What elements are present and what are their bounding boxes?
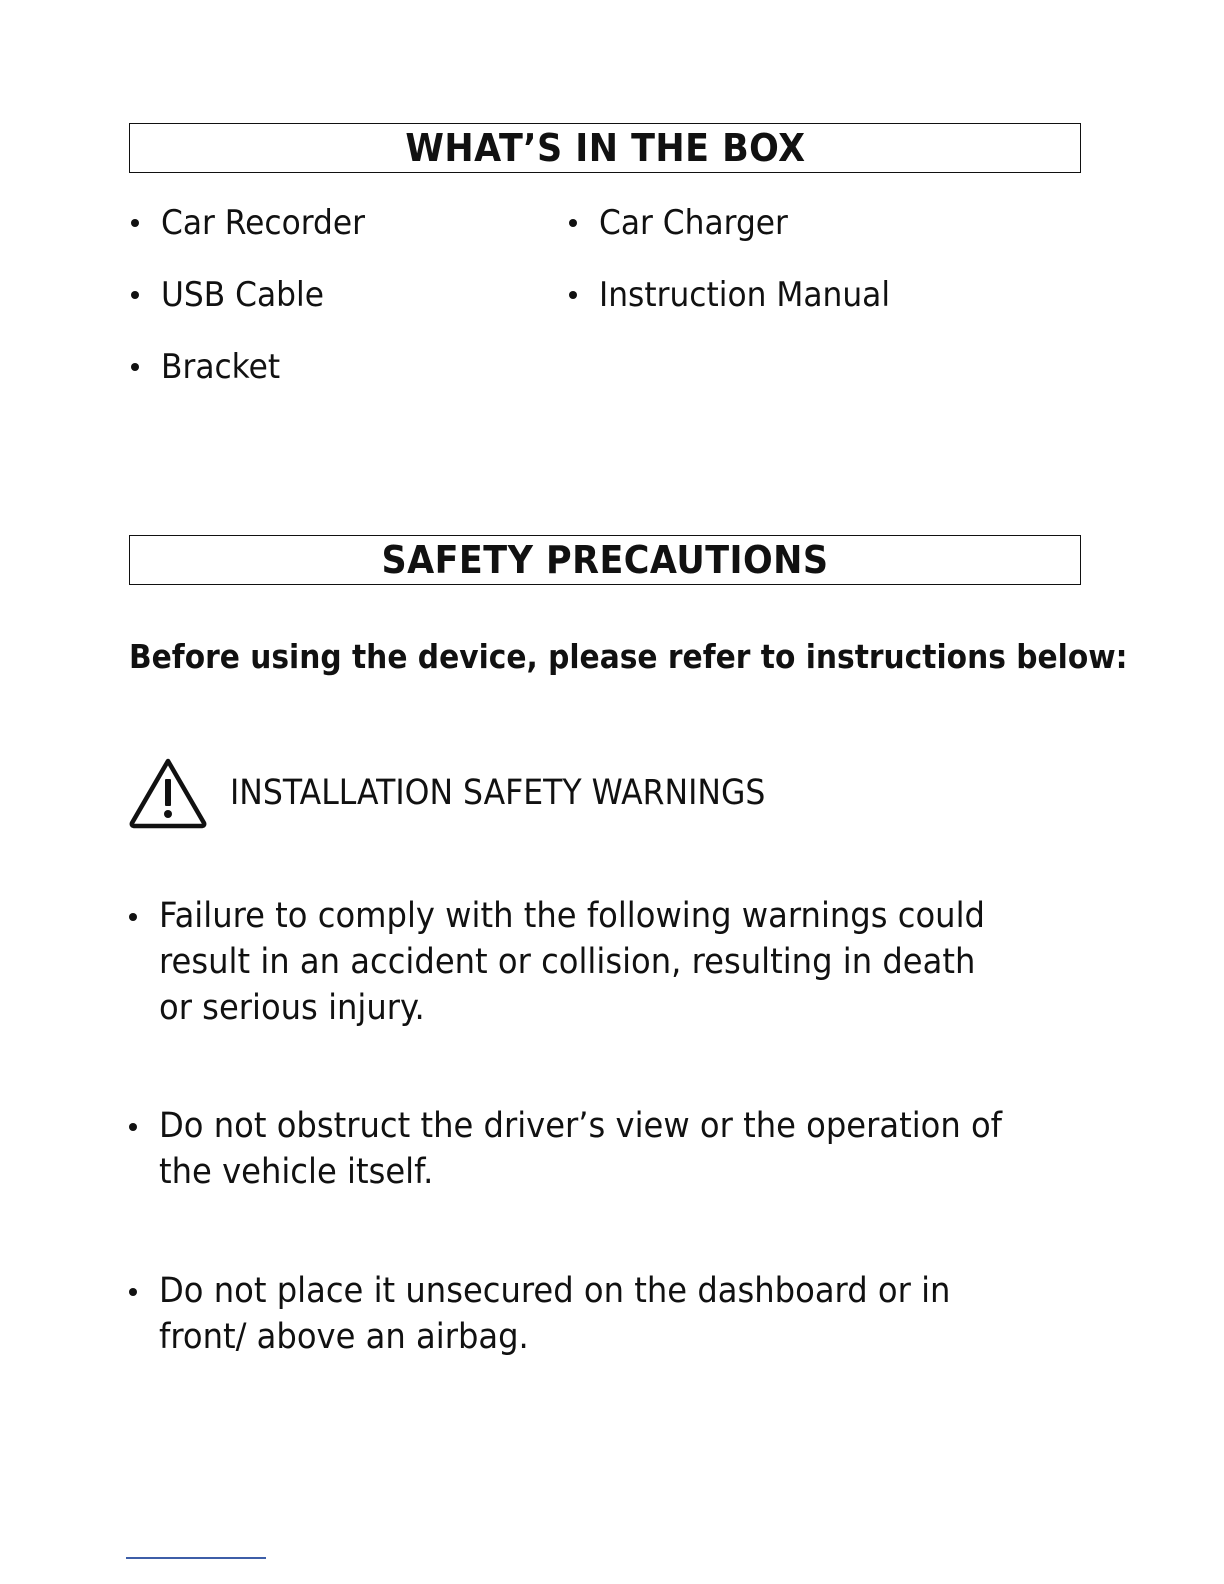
bullet-icon (129, 1123, 137, 1131)
box-item-label: Car Charger (599, 203, 788, 243)
box-item-usb-cable (131, 275, 338, 315)
whats-in-box-header (129, 123, 1081, 173)
box-item-bracket (131, 347, 291, 387)
box-item-label: Bracket (161, 347, 281, 387)
box-item-label: USB Cable (161, 275, 324, 315)
warning-text: Do not obstruct the driver’s view or the operation of the vehicle itself. (159, 1106, 1003, 1192)
bullet-icon (131, 219, 139, 227)
box-item-instruction-manual (569, 275, 915, 315)
warning-item-1 (129, 893, 1089, 1031)
bullet-icon (569, 291, 577, 299)
safety-intro: Before using the device, please refer to instructions below: (129, 637, 1128, 676)
bullet-icon (569, 219, 577, 227)
installation-warnings-title: INSTALLATION SAFETY WARNINGS (230, 772, 766, 813)
bullet-icon (131, 363, 139, 371)
bullet-icon (129, 913, 137, 921)
warning-item-3 (129, 1268, 1089, 1360)
safety-precautions-header (129, 535, 1081, 585)
bullet-icon (129, 1288, 137, 1296)
footer-divider (126, 1557, 266, 1559)
warning-text: Failure to comply with the following warnings could result in an accident or collision, resulting in death or serious injury. (159, 896, 985, 1028)
safety-precautions-title: SAFETY PRECAUTIONS (381, 538, 829, 582)
warning-item-2 (129, 1103, 1089, 1195)
warning-triangle-icon (128, 757, 208, 829)
installation-warnings-heading (128, 757, 825, 829)
box-item-label: Instruction Manual (599, 275, 891, 315)
whats-in-box-title: WHAT’S IN THE BOX (404, 126, 806, 170)
box-item-label: Car Recorder (161, 203, 365, 243)
box-item-car-recorder (131, 203, 383, 243)
warning-text: Do not place it unsecured on the dashboard or in front/ above an airbag. (159, 1271, 951, 1357)
bullet-icon (131, 291, 139, 299)
box-item-car-charger (569, 203, 804, 243)
